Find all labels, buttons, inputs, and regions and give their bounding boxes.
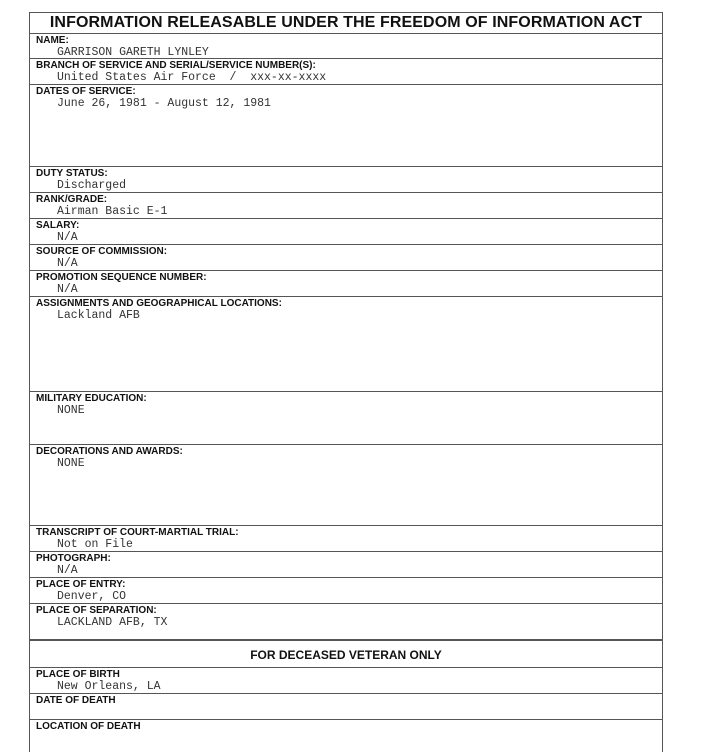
field-location-of-death [30, 720, 662, 746]
photograph-value: N/A [57, 564, 78, 577]
separation-value: LACKLAND AFB, TX [57, 616, 168, 629]
dates-value: June 26, 1981 - August 12, 1981 [57, 97, 271, 110]
assignments-label: ASSIGNMENTS AND GEOGRAPHICAL LOCATIONS: [36, 298, 282, 309]
field-assignments [30, 297, 662, 392]
dates-label: DATES OF SERVICE: [36, 86, 136, 97]
field-military-education [30, 392, 662, 445]
birth-value: New Orleans, LA [57, 680, 161, 693]
field-photograph [30, 552, 662, 578]
field-name [30, 34, 662, 59]
field-date-of-death [30, 694, 662, 720]
rank-value: Airman Basic E-1 [57, 205, 168, 218]
field-place-of-birth [30, 668, 662, 694]
salary-value: N/A [57, 231, 78, 244]
salary-label: SALARY: [36, 220, 80, 231]
field-source-of-commission [30, 245, 662, 271]
field-rank-grade [30, 193, 662, 219]
field-promotion-sequence [30, 271, 662, 297]
field-place-of-separation [30, 604, 662, 640]
assignments-value: Lackland AFB [57, 309, 140, 322]
death-location-label: LOCATION OF DEATH [36, 721, 141, 732]
deceased-section-header: FOR DECEASED VETERAN ONLY [30, 640, 662, 668]
entry-value: Denver, CO [57, 590, 127, 603]
photograph-label: PHOTOGRAPH: [36, 553, 111, 564]
court-martial-value: Not on File [57, 538, 133, 551]
rank-label: RANK/GRADE: [36, 194, 108, 205]
field-decorations-awards [30, 445, 662, 526]
field-salary [30, 219, 662, 245]
duty-status-label: DUTY STATUS: [36, 168, 108, 179]
decorations-value: NONE [57, 457, 85, 470]
name-value: GARRISON GARETH LYNLEY [57, 46, 209, 59]
education-value: NONE [57, 404, 85, 417]
education-label: MILITARY EDUCATION: [36, 393, 147, 404]
form-title: INFORMATION RELEASABLE UNDER THE FREEDOM OF INFORMATION ACT [30, 13, 662, 34]
branch-label: BRANCH OF SERVICE AND SERIAL/SERVICE NUMBER(S): [36, 60, 316, 71]
field-duty-status [30, 167, 662, 193]
death-date-label: DATE OF DEATH [36, 695, 116, 706]
decorations-label: DECORATIONS AND AWARDS: [36, 446, 183, 457]
foia-form [29, 12, 663, 752]
branch-value: United States Air Force / xxx-xx-xxxx [57, 71, 327, 84]
entry-label: PLACE OF ENTRY: [36, 579, 126, 590]
birth-label: PLACE OF BIRTH [36, 669, 120, 680]
promotion-label: PROMOTION SEQUENCE NUMBER: [36, 272, 207, 283]
commission-value: N/A [57, 257, 78, 270]
commission-label: SOURCE OF COMMISSION: [36, 246, 168, 257]
duty-status-value: Discharged [57, 179, 127, 192]
court-martial-label: TRANSCRIPT OF COURT-MARTIAL TRIAL: [36, 527, 239, 538]
promotion-value: N/A [57, 283, 78, 296]
field-dates-of-service [30, 85, 662, 167]
field-place-of-entry [30, 578, 662, 604]
field-court-martial [30, 526, 662, 552]
field-branch [30, 59, 662, 85]
name-label: NAME: [36, 35, 69, 46]
separation-label: PLACE OF SEPARATION: [36, 605, 157, 616]
